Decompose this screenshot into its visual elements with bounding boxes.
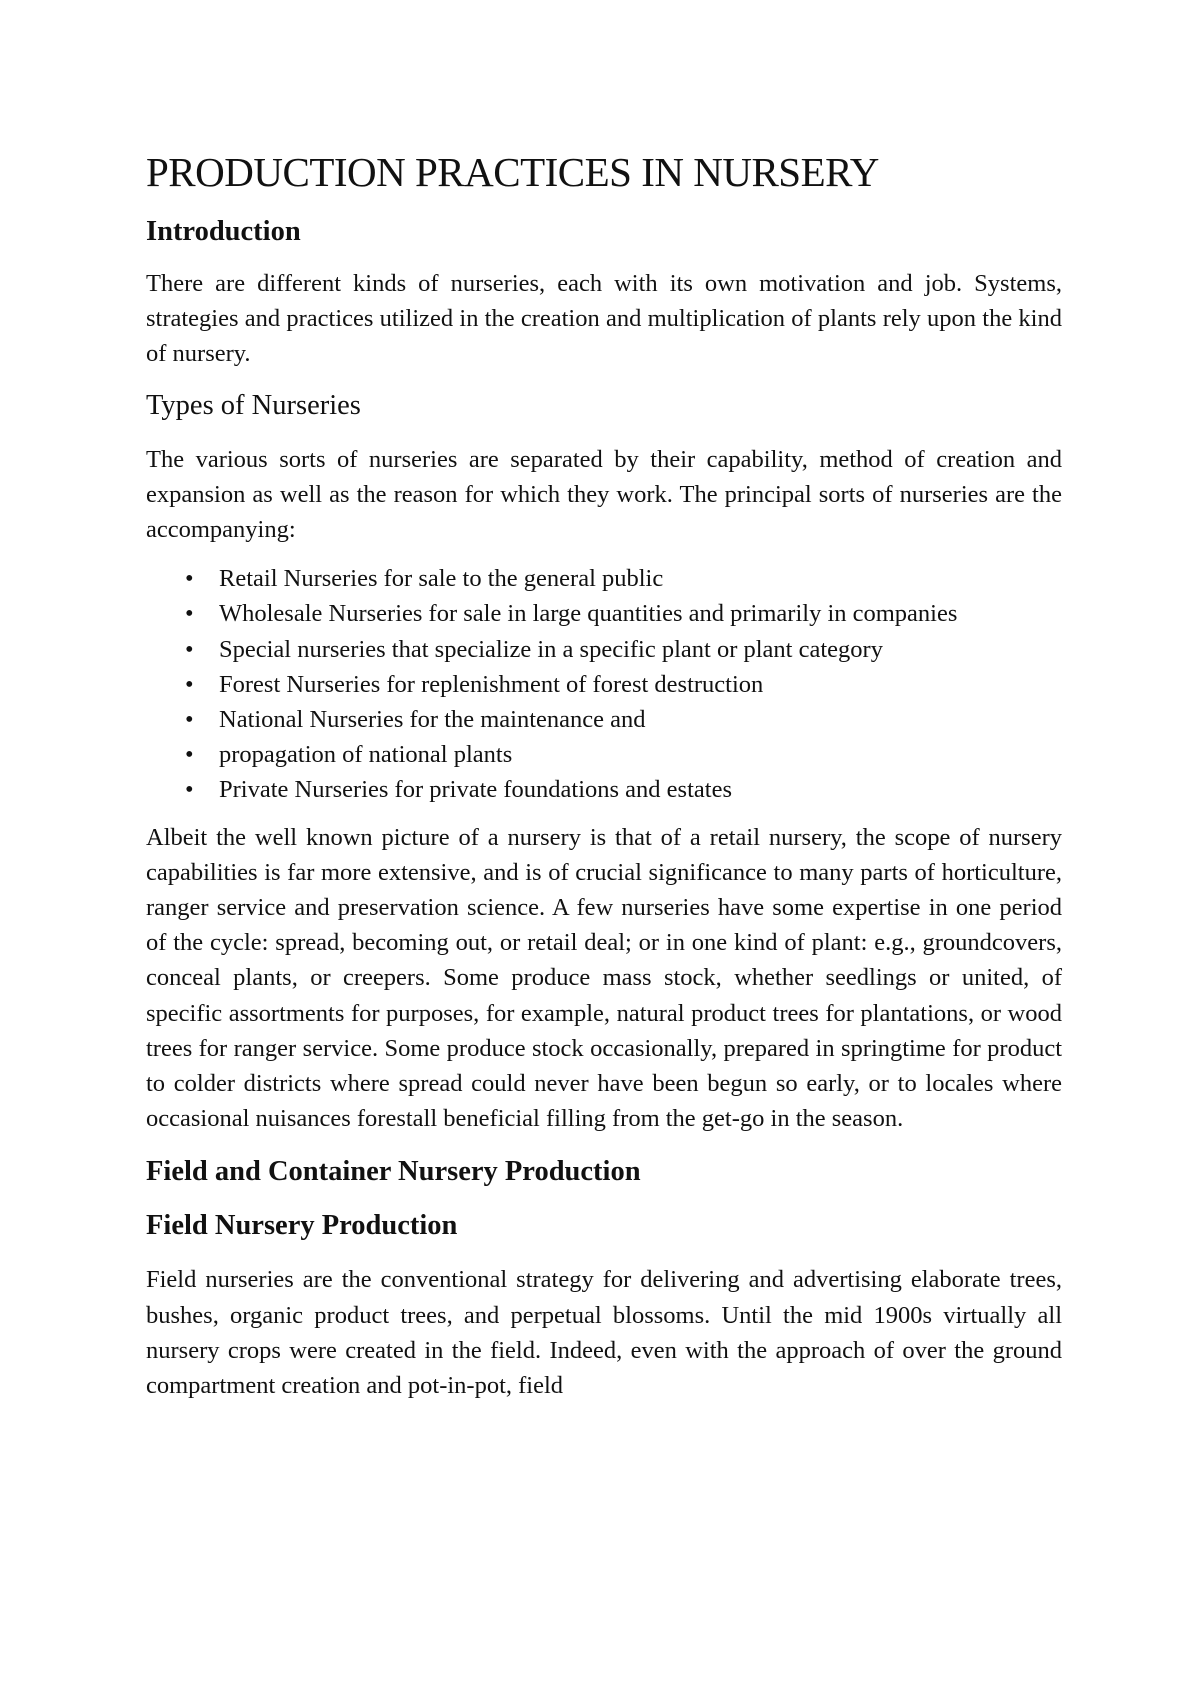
list-item [146, 596, 1062, 631]
list-item [146, 667, 1062, 702]
bullet-icon: • [185, 776, 194, 804]
list-item-text: National Nurseries for the maintenance and [219, 706, 646, 734]
list-item-text: Retail Nurseries for sale to the general public [219, 565, 664, 593]
bullet-icon: • [185, 670, 194, 698]
list-item-text: Special nurseries that specialize in a specific plant or plant category [219, 635, 883, 663]
bullet-icon: • [185, 635, 194, 663]
bullet-icon: • [185, 600, 194, 628]
list-item-text: Forest Nurseries for replenishment of forest destruction [219, 670, 764, 698]
page-title: PRODUCTION PRACTICES IN NURSERY [146, 149, 879, 195]
bullet-icon: • [185, 706, 194, 734]
heading-types-of-nurseries: Types of Nurseries [146, 389, 361, 421]
bullet-icon: • [185, 741, 194, 769]
paragraph-field-nursery: Field nurseries are the conventional strategy for delivering and advertising elaborate trees, bushes, organic product trees, and perpetual blossoms. Until the mid 1900s virtually all nursery crops were created in the field. Indeed, even with the approach of over the ground compartment creation and pot-in-pot, field [146, 1266, 1062, 1400]
paragraph-types-of-nurseries: The various sorts of nurseries are separated by their capability, method of creation and expansion as well as the reason for which they work. The principal sorts of nurseries are the accompanying: [146, 445, 1062, 544]
paragraph-nursery-scope: Albeit the well known picture of a nursery is that of a retail nursery, the scope of nursery capabilities is far more extensive, and is of crucial significance to many parts of horticulture, ranger service and preservation science. A few nurseries have some expertise in one period of the cycle: spread, becoming out, or retail deal; or in one kind of plant: e.g., groundcovers, conceal plants, or creepers. Some produce mass stock, whether seedlings or united, of specific assortments for purposes, for example, natural product trees for plantations, or wood trees for ranger service. Some produce stock occasionally, prepared in springtime for product to colder districts where spread could never have been begun so early, or to locales where occasional nuisances forestall beneficial filling from the get-go in the season. [146, 823, 1062, 1133]
document-body [146, 146, 1062, 1403]
list-item-text: propagation of national plants [219, 741, 513, 769]
heading-field-nursery-production: Field Nursery Production [146, 1210, 458, 1242]
list-item [146, 772, 1062, 807]
list-item [146, 561, 1062, 596]
list-item-text: Private Nurseries for private foundations and estates [219, 776, 732, 804]
heading-introduction: Introduction [146, 216, 301, 247]
nursery-types-list [146, 561, 1062, 807]
list-item-text: Wholesale Nurseries for sale in large quantities and primarily in companies [219, 600, 958, 628]
list-item [146, 737, 1062, 772]
paragraph-introduction: There are different kinds of nurseries, each with its own motivation and job. Systems, strategies and practices utilized in the creation and multiplication of plants rely upon the kind of nursery. [146, 270, 1062, 368]
heading-field-and-container: Field and Container Nursery Production [146, 1156, 641, 1188]
list-item [146, 632, 1062, 667]
bullet-icon: • [185, 565, 194, 593]
list-item [146, 702, 1062, 737]
